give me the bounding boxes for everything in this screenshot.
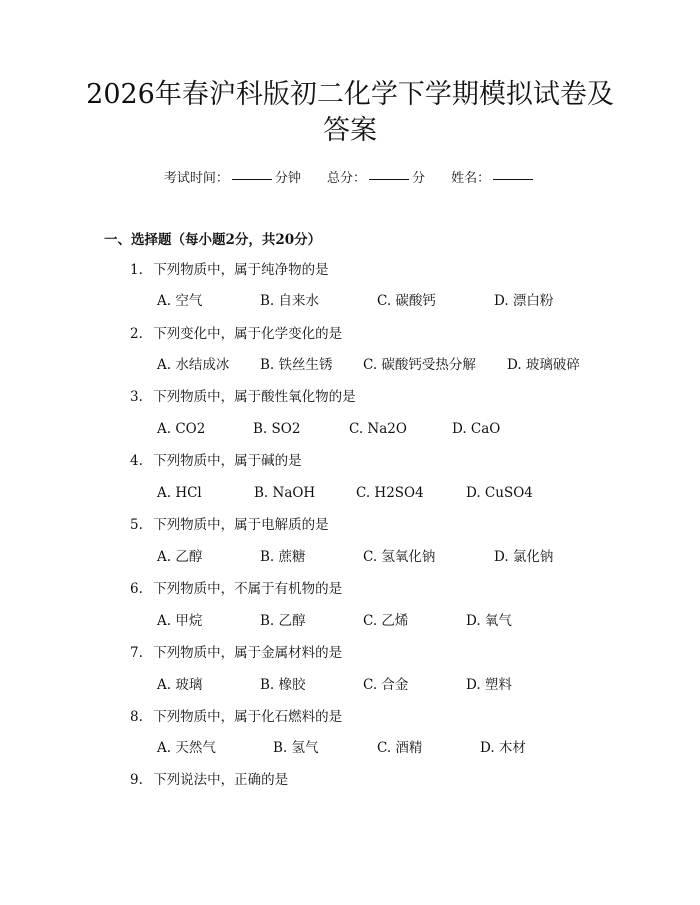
option-c: C. 碳酸钙 <box>377 293 436 309</box>
question-text: 下列物质中，属于纯净物的是 <box>153 262 329 278</box>
question-3 <box>130 387 356 407</box>
option-b: B. 橡胶 <box>260 677 306 693</box>
option-b: B. 乙醇 <box>260 613 306 629</box>
option-a: A. 空气 <box>157 293 203 309</box>
question-number: 1. <box>130 262 143 278</box>
question-number: 9. <box>130 772 143 788</box>
option-b: B. 铁丝生锈 <box>260 357 333 373</box>
option-d: D. 塑料 <box>466 677 512 693</box>
total-score-label: 总分： <box>326 171 366 186</box>
option-b: B. NaOH <box>254 485 316 501</box>
question-6 <box>130 579 342 599</box>
section-title: 一、选择题（每小题2分，共20分） <box>104 232 322 248</box>
option-d: D. 漂白粉 <box>494 293 554 309</box>
option-d: D. CaO <box>452 421 501 437</box>
question-5 <box>130 515 329 535</box>
question-text: 下列物质中，属于酸性氧化物的是 <box>153 389 356 405</box>
question-1-options <box>157 291 617 311</box>
question-5-options <box>157 547 617 567</box>
total-score <box>327 170 425 188</box>
option-d: D. 玻璃破碎 <box>507 357 580 373</box>
page-title-line-2: 答案 <box>323 115 377 146</box>
total-score-blank <box>369 179 409 180</box>
option-a: A. 玻璃 <box>157 677 203 693</box>
option-d: D. 氧气 <box>466 613 512 629</box>
question-text: 下列物质中，属于电解质的是 <box>153 517 329 533</box>
exam-time-blank <box>232 179 272 180</box>
option-a: A. 水结成冰 <box>157 357 230 373</box>
student-name-blank <box>493 179 533 180</box>
question-1 <box>130 260 329 280</box>
question-8-options <box>157 738 617 758</box>
exam-time <box>164 170 301 188</box>
option-d: D. 木材 <box>480 740 526 756</box>
question-3-options <box>157 419 617 439</box>
exam-time-label: 考试时间： <box>163 171 229 186</box>
option-a: A. CO2 <box>157 421 206 437</box>
question-text: 下列说法中，正确的是 <box>153 772 289 788</box>
question-number: 4. <box>130 453 143 469</box>
page-title-line-1: 2026年春沪科版初二化学下学期模拟试卷及 <box>86 79 614 110</box>
option-c: C. 合金 <box>363 677 409 693</box>
option-b: B. 蔗糖 <box>260 549 306 565</box>
option-c: C. 碳酸钙受热分解 <box>363 357 476 373</box>
question-number: 2. <box>130 326 143 342</box>
option-b: B. SO2 <box>253 421 301 437</box>
question-4-options <box>157 483 617 503</box>
option-c: C. 氢氧化钠 <box>363 549 436 565</box>
option-a: A. 乙醇 <box>157 549 203 565</box>
question-4 <box>130 451 302 471</box>
option-b: B. 自来水 <box>260 293 320 309</box>
option-a: A. 天然气 <box>157 740 216 756</box>
exam-meta-row <box>0 170 700 188</box>
question-text: 下列变化中，属于化学变化的是 <box>153 326 343 342</box>
question-text: 下列物质中，不属于有机物的是 <box>153 581 343 597</box>
option-c: C. 酒精 <box>377 740 423 756</box>
question-7 <box>130 643 342 663</box>
question-text: 下列物质中，属于金属材料的是 <box>153 645 343 661</box>
question-number: 6. <box>130 581 143 597</box>
option-c: C. Na2O <box>349 421 407 437</box>
option-a: A. HCl <box>157 485 202 501</box>
total-score-unit: 分 <box>412 171 426 186</box>
question-6-options <box>157 611 617 631</box>
question-7-options <box>157 675 617 695</box>
student-name <box>451 170 536 188</box>
question-text: 下列物质中，属于化石燃料的是 <box>153 709 343 725</box>
question-number: 3. <box>130 389 143 405</box>
question-number: 7. <box>130 645 143 661</box>
question-2-options <box>157 355 617 375</box>
option-d: D. CuSO4 <box>466 485 533 501</box>
question-number: 5. <box>130 517 143 533</box>
option-a: A. 甲烷 <box>157 613 203 629</box>
option-c: C. 乙烯 <box>363 613 409 629</box>
exam-time-unit: 分钟 <box>274 171 301 186</box>
page-title <box>70 77 630 149</box>
question-2 <box>130 324 342 344</box>
question-9 <box>130 770 288 790</box>
question-8 <box>130 707 342 727</box>
question-number: 8. <box>130 709 143 725</box>
option-d: D. 氯化钠 <box>494 549 554 565</box>
student-name-label: 姓名： <box>451 171 491 186</box>
option-c: C. H2SO4 <box>356 485 424 501</box>
option-b: B. 氢气 <box>273 740 319 756</box>
question-text: 下列物质中，属于碱的是 <box>153 453 302 469</box>
